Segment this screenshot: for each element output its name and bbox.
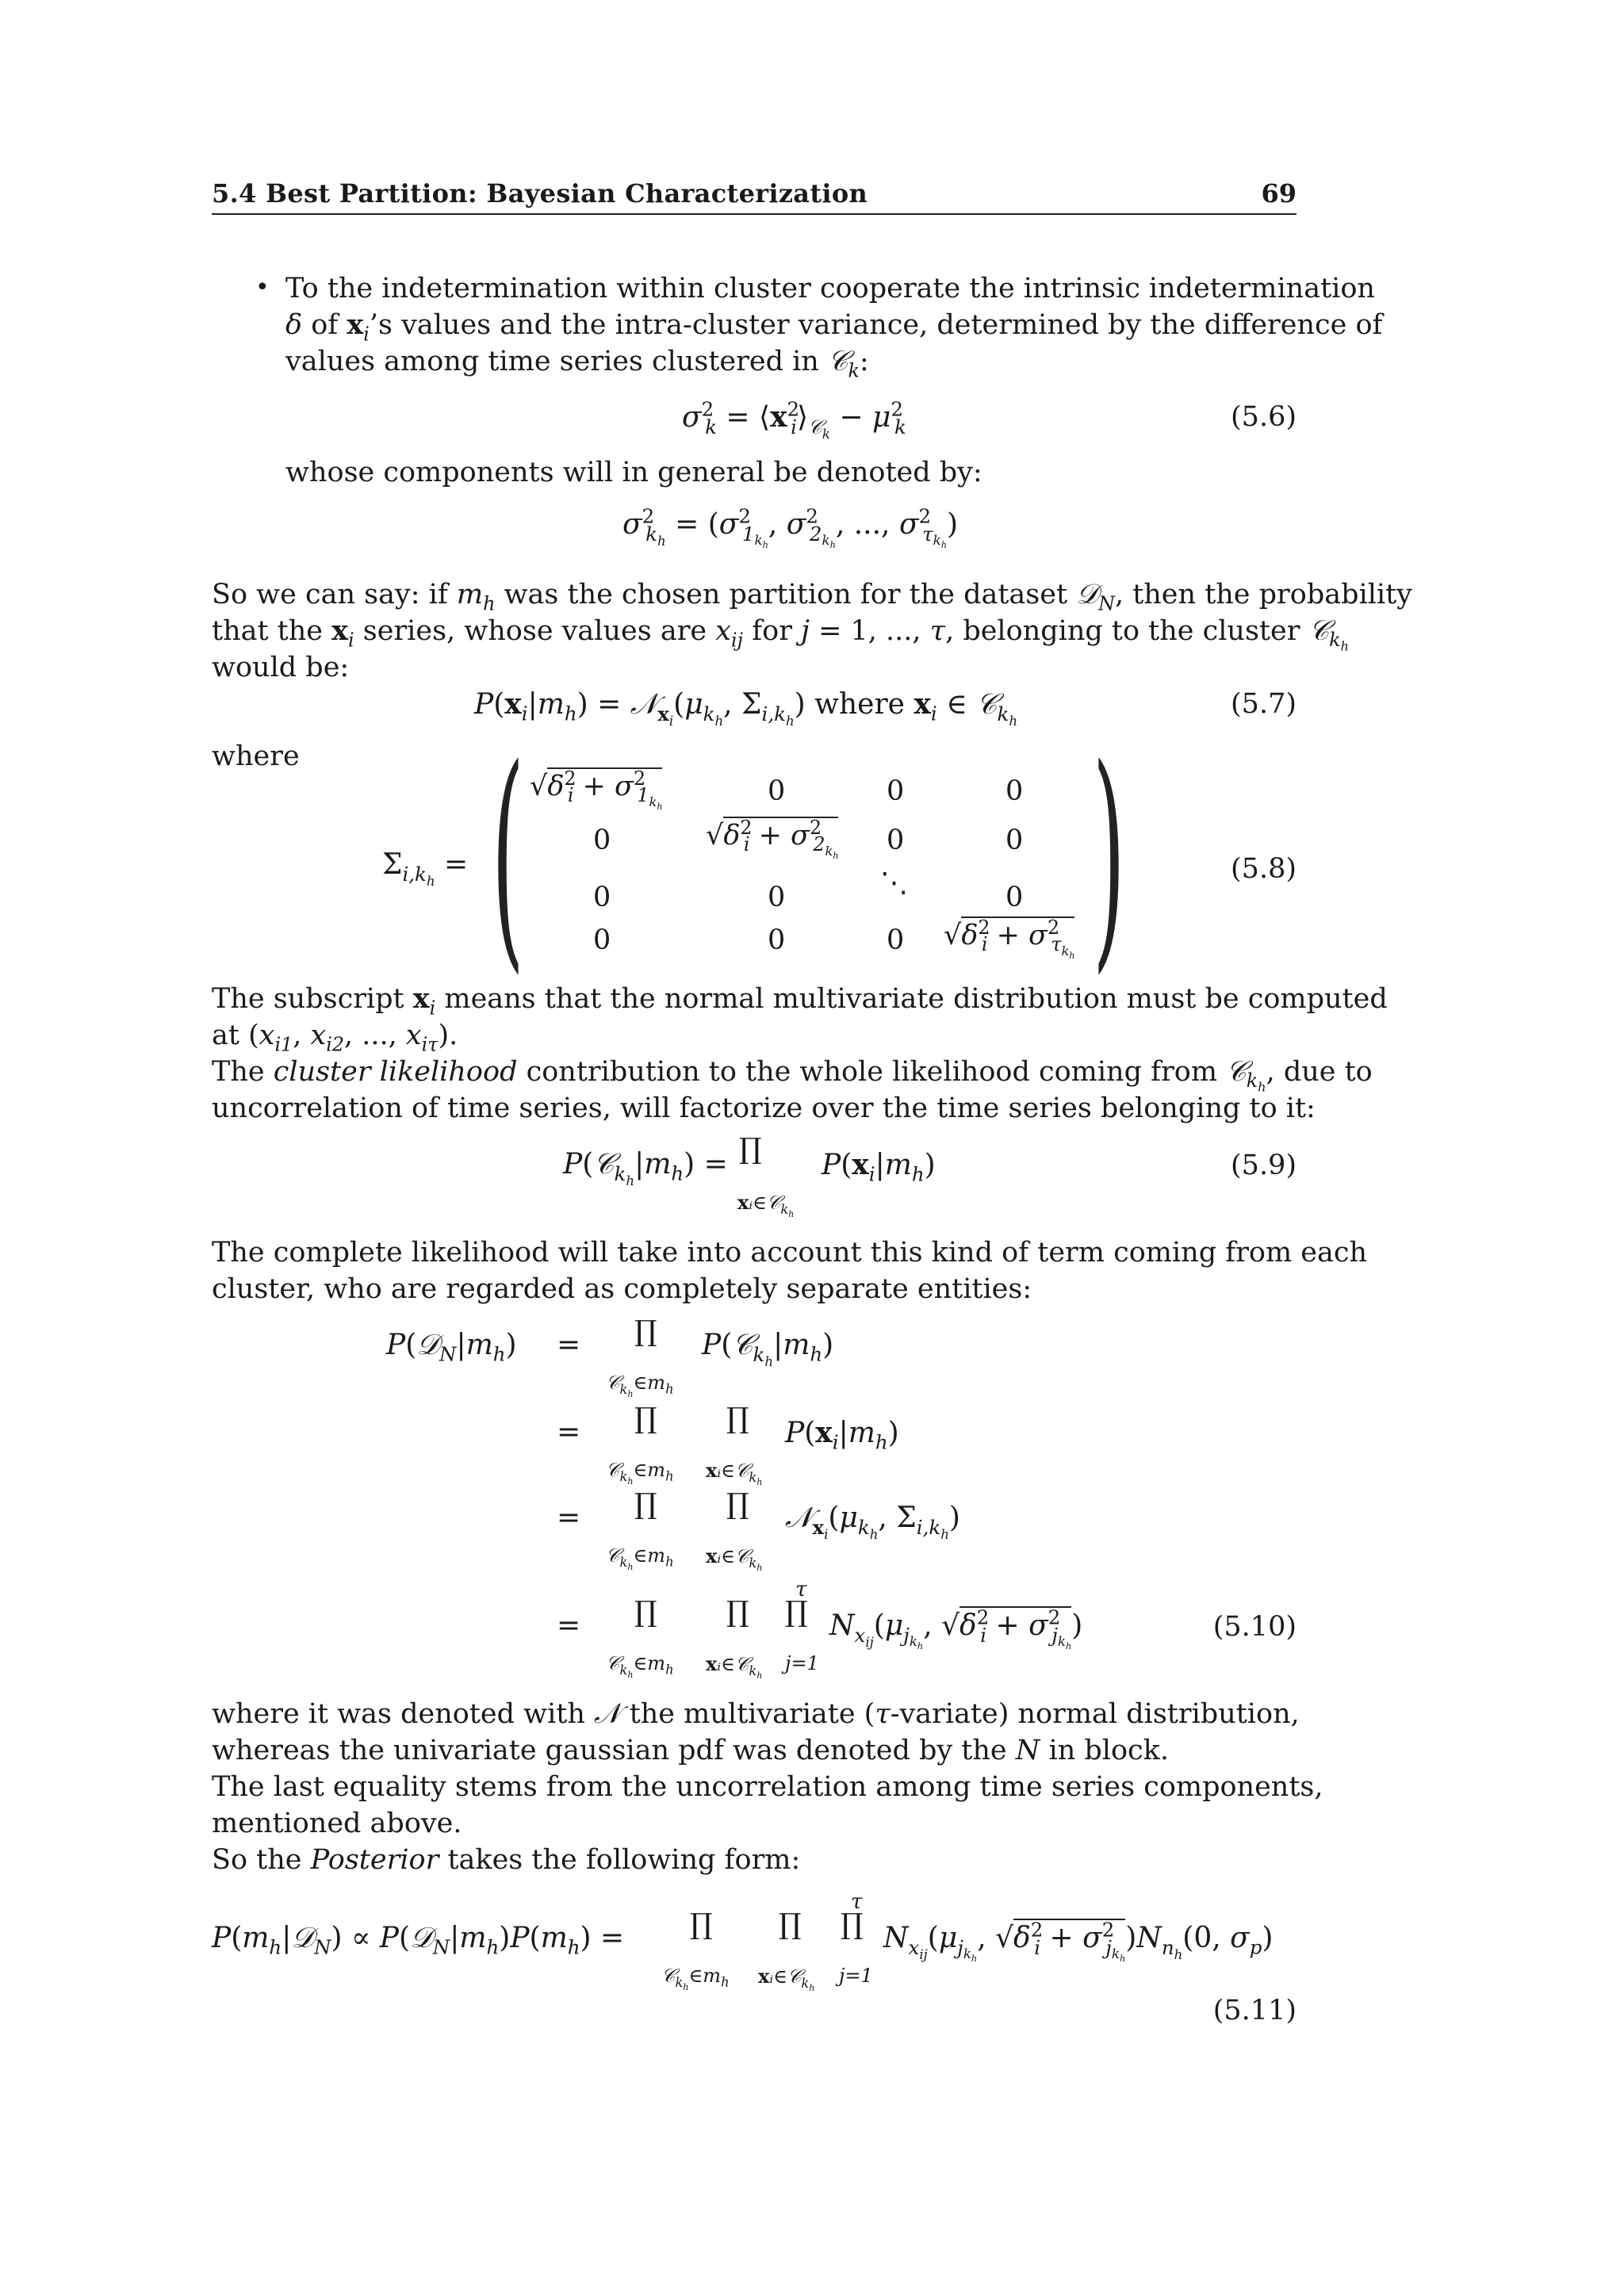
matrix-cell-2-4: 0: [1005, 825, 1024, 856]
bullet-line-2: δ of $x_i’s$ values and the intra-cluster variance, determined by the difference of: [285, 308, 1383, 346]
matrix-cell-2-3: 0: [887, 825, 905, 856]
matrix-cell-4-4: $√\delta^2_i + \sigma^2_{\tau_{k_h}}$: [944, 916, 1075, 961]
equation-5-10-lhs: $P(𝒟_N|m_h)$: [386, 1329, 517, 1366]
equation-number-5-9: (5.9): [1231, 1150, 1297, 1181]
cluster-likelihood-line: The cluster likelihood contribution to the whole likelihood coming from 𝒞$_{k_h}$, due to: [212, 1056, 1373, 1095]
row-4-term: $N_{x_{ij}}(\mu_{j_{k_h}}$, $√\delta^2_i + \sigma^2_{j_{k_h}}$): [829, 1605, 1083, 1652]
so-line-2: that the $x_i$ series, whose values are $x_{ij}$ for j = 1, ..., τ, belonging to the cluster 𝒞$_{k_h}$: [212, 614, 1349, 654]
running-header: [212, 177, 1297, 215]
product-symbol: ∏: [634, 1315, 657, 1348]
product-symbol: ∏: [739, 1133, 762, 1165]
equation-5-11-rhs: $N_{x_{ij}}(\mu_{j_{k_h}}$, $√\delta^2_i + \sigma^2_{j_{k_h}})N_{n_h}(0$, $\sigma_p$): [883, 1918, 1274, 1965]
matrix-cell-2-2: $√\delta^2_i + \sigma^2_{2_{k_h}}$: [706, 816, 839, 861]
row-2-term: $P(x_i|m_h)$: [785, 1416, 899, 1454]
equation-number-5-10: (5.10): [1212, 1611, 1297, 1643]
bullet-line-3: values among time series clustered in 𝒞$_k$:: [285, 346, 869, 382]
section-title: 5.4 Best Partition: Bayesian Characterization: [212, 178, 868, 209]
bullet-marker: •: [255, 274, 270, 301]
matrix-cell-3-4: 0: [1005, 882, 1024, 913]
matrix-cell-1-1: $√\delta^2_i + \sigma^2_{1_{k_h}}$: [530, 767, 663, 812]
product-upper-limit: τ: [795, 1578, 807, 1601]
equation-number-5-11: (5.11): [1212, 1995, 1297, 2026]
product-symbol: ∏: [726, 1402, 749, 1435]
denoted-line-1: where it was denoted with 𝒩 the multivariate (τ-variate) normal distribution,: [212, 1698, 1300, 1730]
equals-2: =: [557, 1416, 581, 1448]
denoted-line-2: whereas the univariate gaussian pdf was denoted by the N in block.: [212, 1735, 1169, 1766]
matrix-cell-2-1: 0: [593, 825, 611, 856]
equation-5-9-rhs: $P(x_i|m_h)$: [822, 1148, 936, 1186]
product-symbol: ∏: [690, 1908, 713, 1941]
equation-5-9-lhs: $P(𝒞_{k_h}|m_h)$ =: [563, 1148, 728, 1188]
product-limit: $𝒞_{k_h}\in m_h$: [661, 1965, 730, 1992]
row-3-term: $𝒩_{x_i}(\mu_{k_h}$, $\Sigma_{i,k_h}$): [785, 1502, 960, 1542]
product-limit: $𝒞_{k_h}\in m_h$: [606, 1544, 674, 1572]
equation-5-11-lhs: $P(m_h|𝒟_N)$ ∝ $P(𝒟_N|m_h)P(m_h)$ =: [212, 1922, 625, 1959]
matrix-cell-1-3: 0: [887, 775, 905, 807]
product-symbol: ∏: [634, 1488, 657, 1521]
equation-sigma-components: $\sigma^2_{k_h} = (\sigma^2_{1_{k_h}}$, $\sigma^2_{2_{k_h}}$, ..., $\sigma^2_{\tau_{k_h}}$): [622, 504, 959, 551]
equals-1: =: [557, 1329, 581, 1361]
equals-3: =: [557, 1502, 581, 1534]
matrix-cell-4-3: 0: [887, 924, 905, 956]
matrix-cell-4-1: 0: [593, 924, 611, 956]
posterior-intro: So the Posterior takes the following form:: [212, 1844, 801, 1876]
equation-5-7: $P(x_i|m_h)$ = $𝒩_{x_i}(\mu_{k_h}$, $\Sigma_{i,k_h}$) where $x_i$ ∈ 𝒞$_{k_h}$: [474, 687, 1018, 729]
subscript-line-2: at ($x_{i1}$, $x_{i2}$, ..., $x_{i\tau}$).: [212, 1020, 458, 1056]
product-limit: xᵢ∈𝒞$_{k_h}$: [706, 1652, 763, 1681]
equation-5-6: $\sigma^2_k$ = $⟨x^2_i⟩_{𝒞_k} - \mu^2_k$: [682, 397, 906, 442]
so-line-1: So we can say: if $m_h$ was the chosen partition for the dataset 𝒟$_N$, then the probability: [212, 579, 1412, 615]
equals-4: =: [557, 1609, 581, 1642]
product-limit: $𝒞_{k_h}\in m_h$: [606, 1652, 674, 1680]
subscript-line-1: The subscript $x_i$ means that the normal multivariate distribution must be computed: [212, 982, 1388, 1020]
matrix-cell-3-2: 0: [768, 882, 786, 913]
row-1-term: $P(𝒞_{k_h}|m_h)$: [702, 1329, 834, 1369]
equation-number-5-7: (5.7): [1231, 688, 1297, 720]
matrix-cell-3-3: ⋱: [880, 867, 908, 899]
product-limit: xᵢ∈𝒞$_{k_h}$: [758, 1965, 815, 1993]
matrix-cell-1-4: 0: [1005, 775, 1024, 807]
last-equality-line-1: The last equality stems from the uncorrelation among time series components,: [212, 1771, 1323, 1803]
sigma-matrix-label: $\Sigma_{i,k_h}$ =: [382, 848, 469, 889]
product-symbol: ∏: [785, 1596, 808, 1628]
matrix-cell-4-2: 0: [768, 924, 786, 956]
product-limit: xᵢ∈𝒞$_{k_h}$: [737, 1191, 795, 1219]
product-limit: $𝒞_{k_h}\in m_h$: [606, 1459, 674, 1487]
product-limit: $𝒞_{k_h}\in m_h$: [606, 1372, 674, 1399]
matrix-cell-1-2: 0: [768, 775, 786, 807]
complete-line-1: The complete likelihood will take into account this kind of term coming from each: [212, 1237, 1368, 1269]
matrix-right-paren: ): [1093, 718, 1125, 994]
product-symbol: ∏: [634, 1596, 657, 1628]
product-symbol: ∏: [726, 1596, 749, 1628]
product-limit: xᵢ∈𝒞$_{k_h}$: [706, 1544, 763, 1573]
product-limit: j=1: [785, 1652, 819, 1674]
uncorrelation-line: uncorrelation of time series, will factorize over the time series belonging to it:: [212, 1093, 1316, 1124]
bullet-line-1: To the indetermination within cluster cooperate the intrinsic indetermination: [285, 273, 1375, 304]
so-line-3: would be:: [212, 652, 350, 683]
product-symbol: ∏: [634, 1402, 657, 1435]
last-equality-line-2: mentioned above.: [212, 1808, 462, 1839]
where-label: where: [212, 740, 300, 772]
equation-number-5-6: (5.6): [1231, 401, 1297, 433]
complete-line-2: cluster, who are regarded as completely separate entities:: [212, 1273, 1032, 1305]
equation-number-5-8: (5.8): [1231, 853, 1297, 885]
product-symbol: ∏: [779, 1908, 802, 1941]
product-symbol: ∏: [726, 1488, 749, 1521]
page-number: 69: [1261, 178, 1297, 209]
matrix-left-paren: (: [492, 718, 524, 994]
product-limit: xᵢ∈𝒞$_{k_h}$: [706, 1459, 763, 1487]
product-upper-limit: τ: [851, 1890, 863, 1914]
matrix-cell-3-1: 0: [593, 882, 611, 913]
product-limit: j=1: [839, 1965, 873, 1987]
components-text: whose components will in general be denoted by:: [285, 457, 982, 488]
product-symbol: ∏: [841, 1908, 864, 1941]
